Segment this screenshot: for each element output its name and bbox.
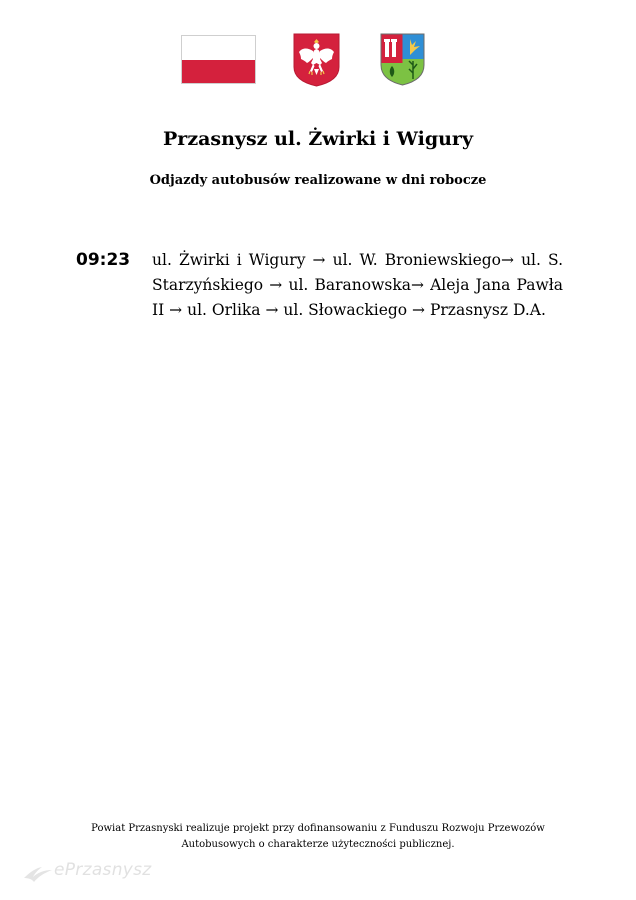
county-coat-of-arms-icon	[380, 33, 425, 86]
polish-eagle-icon	[293, 33, 340, 87]
flag-red-stripe	[182, 60, 255, 84]
watermark-text: ePrzasnysz	[54, 860, 152, 880]
footer-line-2: Autobusowych o charakterze użyteczności publicznej.	[181, 839, 455, 850]
flag-white-stripe	[182, 36, 255, 60]
bird-logo-icon	[22, 858, 54, 884]
footer-line-1: Powiat Przasnyski realizuje projekt przy dofinansowaniu z Funduszu Rozwoju Przewozów	[91, 823, 545, 834]
departure-route: ul. Żwirki i Wigury → ul. W. Broniewskiego→ ul. S. Starzyńskiego → ul. Baranowska→ Aleja Jana Pawła II → ul. Orlika → ul. Słowackiego → Przasnysz D.A.	[152, 251, 563, 319]
funding-footer	[60, 821, 576, 853]
departure-time: 09:23	[76, 250, 131, 270]
poland-flag	[181, 35, 256, 84]
emblems-row	[0, 33, 636, 87]
watermark	[22, 858, 162, 884]
page-title: Przasnysz ul. Żwirki i Wigury	[163, 128, 473, 150]
page-subtitle: Odjazdy autobusów realizowane w dni robocze	[149, 173, 487, 188]
